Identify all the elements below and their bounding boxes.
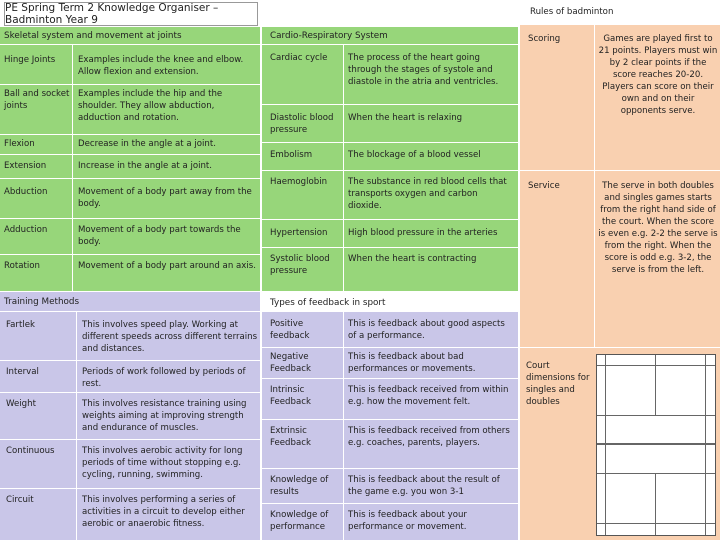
skeletal-term: Abduction [4, 187, 48, 197]
skeletal-term: Adduction [4, 225, 48, 235]
training-row [0, 489, 260, 539]
feedback-def: This is feedback about the result of the game e.g. you won 3-1 [348, 475, 500, 497]
cardio-term: Hypertension [270, 228, 328, 238]
feedback-row [262, 469, 518, 503]
training-def: This involves aerobic activity for long periods of time without stopping e.g. cycling, running, swimming. [82, 446, 243, 480]
feedback-def: This is feedback received from others e.g. coaches, parents, players. [348, 426, 510, 448]
feedback-def: This is feedback about bad performances or movements. [348, 352, 476, 374]
scoring-label: Scoring [528, 34, 561, 44]
cardio-row [262, 220, 518, 248]
training-term: Interval [6, 367, 39, 377]
feedback-term: Knowledge of results [270, 475, 329, 497]
skeletal-row [0, 85, 260, 135]
cardio-row [262, 45, 518, 105]
court-label: Court dimensions for singles and doubles [526, 361, 590, 407]
cardio-def: When the heart is relaxing [348, 113, 463, 123]
training-term: Fartlek [6, 320, 35, 330]
cardio-term: Haemoglobin [270, 177, 328, 187]
skeletal-row [0, 179, 260, 219]
cardio-term: Systolic blood pressure [270, 254, 330, 276]
feedback-heading-band [262, 292, 518, 312]
skeletal-def: Movement of a body part around an axis. [78, 261, 256, 271]
skeletal-def: Increase in the angle at a joint. [78, 161, 213, 171]
feedback-def: This is feedback about your performance or movement. [348, 510, 467, 532]
feedback-row [262, 504, 518, 540]
skeletal-def: Decrease in the angle at a joint. [78, 139, 216, 149]
feedback-def: This is feedback about good aspects of a performance. [348, 319, 505, 341]
skeletal-def: Movement of a body part away from the body. [78, 187, 252, 209]
skeletal-heading: Skeletal system and movement at joints [4, 31, 182, 41]
feedback-term: Extrinsic Feedback [270, 426, 311, 448]
service-label: Service [528, 181, 560, 191]
skeletal-row [0, 219, 260, 255]
cardio-def: The process of the heart going through the stages of systole and diastole in the atria and ventricles. [348, 53, 499, 87]
service-text: The serve in both doubles and singles games starts from the right hand side of the court. When the score is even e.g. 2-2 the serve is from the right. When the score is odd e.g. 3-2, the serve is from the left. [598, 181, 718, 275]
feedback-term: Intrinsic Feedback [270, 385, 311, 407]
training-heading: Training Methods [4, 297, 80, 307]
training-row [0, 393, 260, 439]
cardio-row [262, 171, 518, 219]
skeletal-term: Flexion [4, 139, 35, 149]
training-term: Weight [6, 399, 36, 409]
page-title: PE Spring Term 2 Knowledge Organiser – Badminton Year 9 [4, 2, 258, 26]
training-def: Periods of work followed by periods of rest. [82, 367, 246, 389]
training-row [0, 440, 260, 488]
skeletal-term: Rotation [4, 261, 40, 271]
skeletal-term: Hinge Joints [4, 55, 56, 65]
feedback-term: Negative Feedback [270, 352, 311, 374]
cardio-term: Diastolic blood pressure [270, 113, 334, 135]
skeletal-row [0, 45, 260, 83]
training-row [0, 361, 260, 393]
feedback-row [262, 379, 518, 419]
cardio-term: Cardiac cycle [270, 53, 328, 63]
feedback-row [262, 313, 518, 347]
cardio-def: The blockage of a blood vessel [348, 150, 481, 160]
training-row [0, 312, 260, 360]
cardio-row [262, 248, 518, 290]
feedback-term: Knowledge of performance [270, 510, 329, 532]
skeletal-def: Movement of a body part towards the body. [78, 225, 241, 247]
feedback-row [262, 420, 518, 468]
feedback-heading: Types of feedback in sport [270, 298, 386, 308]
skeletal-term: Ball and socket joints [4, 89, 70, 111]
training-def: This involves speed play. Working at different speeds across different terrains and distances. [82, 320, 258, 354]
cardio-row [262, 105, 518, 143]
skeletal-def: Examples include the knee and elbow. Allow flexion and extension. [78, 55, 244, 77]
training-term: Circuit [6, 495, 34, 505]
cardio-heading: Cardio-Respiratory System [270, 31, 388, 41]
cardio-def: When the heart is contracting [348, 254, 477, 264]
training-def: This involves resistance training using weights aiming at improving strength and endurance of muscles. [82, 399, 247, 433]
scoring-text: Games are played first to 21 points. Players must win by 2 clear points if the score reaches 20-20. Players can score on their own and on their opponents serve. [598, 34, 718, 116]
badminton-court-diagram [596, 354, 716, 536]
skeletal-term: Extension [4, 161, 47, 171]
training-def: This involves performing a series of activities in a circuit to develop either aerobic or anaerobic fitness. [82, 495, 245, 529]
skeletal-row [0, 255, 260, 291]
cardio-row [262, 143, 518, 169]
cardio-def: The substance in red blood cells that transports oxygen and carbon dioxide. [348, 177, 507, 211]
feedback-row [262, 348, 518, 378]
rules-heading: Rules of badminton [530, 6, 718, 18]
cardio-term: Embolism [270, 150, 313, 160]
skeletal-row [0, 135, 260, 155]
cardio-def: High blood pressure in the arteries [348, 228, 498, 238]
feedback-def: This is feedback received from within e.g. how the movement felt. [348, 385, 509, 407]
training-term: Continuous [6, 446, 55, 456]
feedback-term: Positive feedback [270, 319, 310, 341]
skeletal-row [0, 155, 260, 177]
skeletal-def: Examples include the hip and the shoulder. They allow abduction, adduction and rotation. [78, 89, 223, 123]
